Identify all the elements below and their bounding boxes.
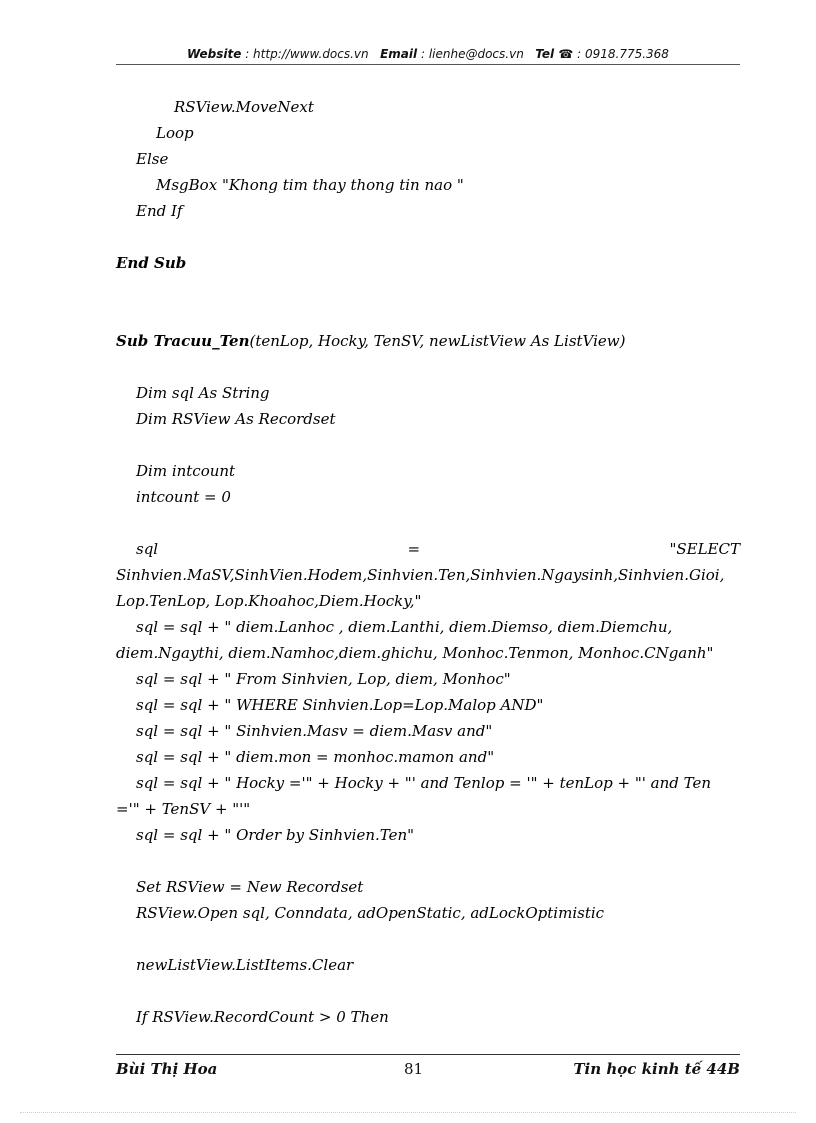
tel-label: Tel ☎ xyxy=(535,47,574,61)
sub-name: Sub Tracuu_Ten xyxy=(116,332,250,350)
page-edge-dotted-line xyxy=(20,1112,796,1113)
code-line: RSView.MoveNext xyxy=(174,98,314,116)
page-footer xyxy=(116,1058,740,1082)
tel-value: : 0918.775.368 xyxy=(577,47,669,61)
email-value: : lienhe@docs.vn xyxy=(420,47,524,61)
header-rule xyxy=(116,64,740,65)
code-line: ='" + TenSV + "'" xyxy=(116,800,251,818)
code-line: diem.Ngaythi, diem.Namhoc,diem.ghichu, Monhoc.Tenmon, Monhoc.CNganh" xyxy=(116,644,714,662)
code-line: If RSView.RecordCount > 0 Then xyxy=(136,1008,389,1026)
code-line: sql = sql + " WHERE Sinhvien.Lop=Lop.Malop AND" xyxy=(136,696,544,714)
code-line: sql = sql + " Order by Sinhvien.Ten" xyxy=(136,826,415,844)
code-token: sql xyxy=(136,540,159,558)
code-line: newListView.ListItems.Clear xyxy=(136,956,354,974)
code-line: End If xyxy=(136,202,183,220)
code-line: sql = sql + " Hocky ='" + Hocky + "' and Tenlop = '" + tenLop + "' and Ten xyxy=(136,774,712,792)
code-line: intcount = 0 xyxy=(136,488,231,506)
footer-rule xyxy=(116,1054,740,1055)
page-header xyxy=(116,47,740,61)
footer-department: Tin học kinh tế 44B xyxy=(573,1060,740,1078)
email-label: Email xyxy=(380,47,418,61)
page-number: 81 xyxy=(404,1060,424,1078)
code-token: = xyxy=(407,540,421,558)
code-line: sql = sql + " Sinhvien.Masv = diem.Masv and" xyxy=(136,722,493,740)
code-line: sql = sql + " diem.Lanhoc , diem.Lanthi, diem.Diemso, diem.Diemchu, xyxy=(136,618,673,636)
code-line: Sinhvien.MaSV,SinhVien.Hodem,Sinhvien.Ten,Sinhvien.Ngaysinh,Sinhvien.Gioi, xyxy=(116,566,725,584)
code-line: Dim sql As String xyxy=(136,384,270,402)
website-value: : http://www.docs.vn xyxy=(245,47,369,61)
code-line: Else xyxy=(136,150,169,168)
code-line: RSView.Open sql, Conndata, adOpenStatic, adLockOptimistic xyxy=(136,904,605,922)
code-line: sql = sql + " diem.mon = monhoc.mamon and" xyxy=(136,748,495,766)
code-body xyxy=(116,94,740,1030)
end-sub-line: End Sub xyxy=(116,254,187,272)
code-line: sql = sql + " From Sinhvien, Lop, diem, Monhoc" xyxy=(136,670,511,688)
code-line: Loop xyxy=(156,124,194,142)
code-line: MsgBox "Khong tim thay thong tin nao " xyxy=(156,176,464,194)
code-line: Dim intcount xyxy=(136,462,236,480)
footer-author: Bùi Thị Hoa xyxy=(116,1060,218,1078)
website-label: Website xyxy=(187,47,242,61)
sub-declaration-line xyxy=(116,328,740,354)
code-line-justified xyxy=(116,536,740,562)
code-token: "SELECT xyxy=(669,540,740,558)
code-line: Dim RSView As Recordset xyxy=(136,410,336,428)
code-line: Lop.TenLop, Lop.Khoahoc,Diem.Hocky," xyxy=(116,592,422,610)
code-line: Set RSView = New Recordset xyxy=(136,878,364,896)
sub-params: (tenLop, Hocky, TenSV, newListView As ListView) xyxy=(249,332,626,350)
